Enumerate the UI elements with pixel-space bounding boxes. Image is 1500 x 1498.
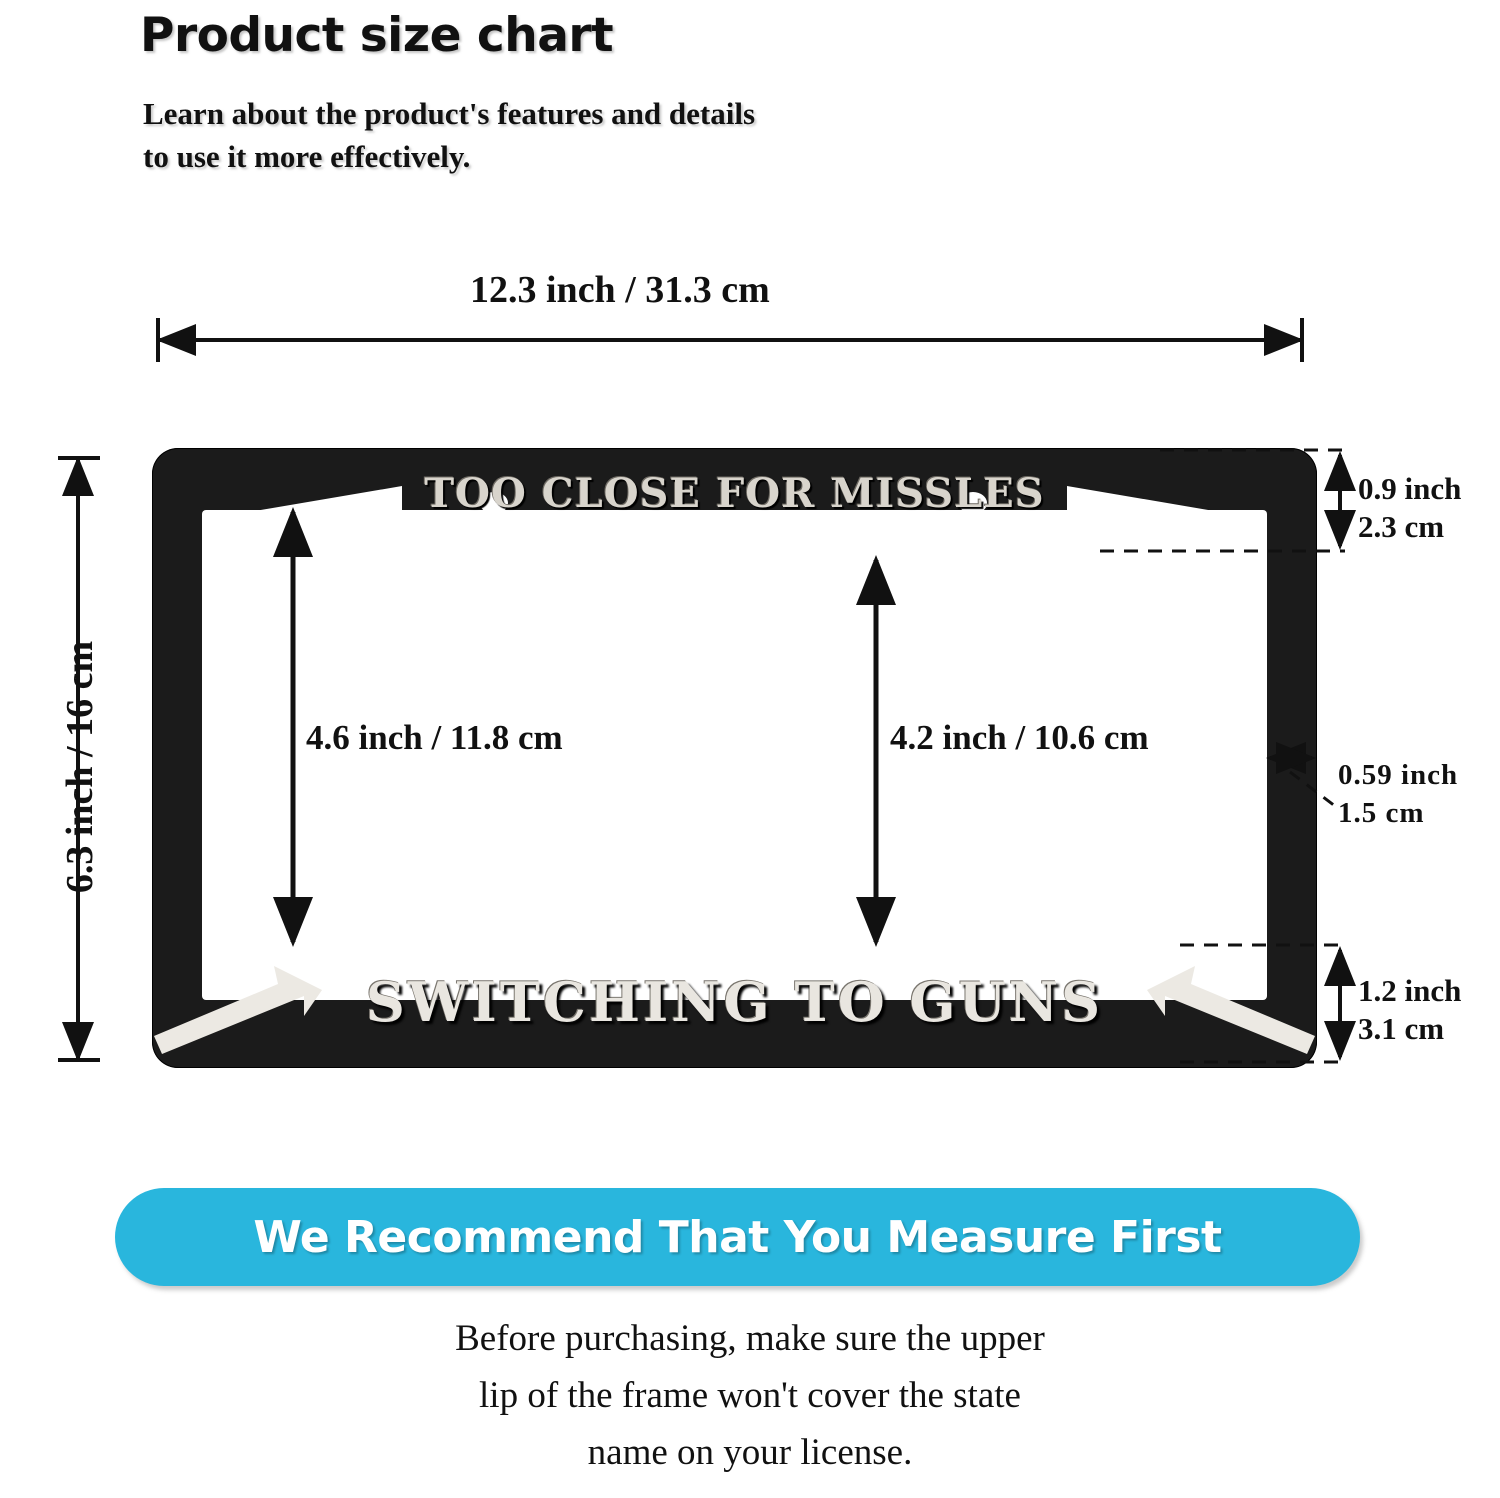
page-title: Product size chart — [140, 8, 614, 63]
subtitle-line-1: Learn about the product's features and details — [143, 96, 756, 131]
side-rail-cm: 1.5 cm — [1338, 797, 1425, 829]
plate-bottom-text: SWITCHING TO GUNS — [365, 970, 1104, 1034]
inner-height-left-label: 4.6 inch / 11.8 cm — [306, 718, 563, 757]
bottom-bar-label — [1358, 972, 1461, 1048]
bottom-bar-inch: 1.2 inch — [1358, 973, 1462, 1008]
footnote-line-1: Before purchasing, make sure the upper — [455, 1318, 1045, 1359]
top-lip-cm: 2.3 cm — [1358, 509, 1445, 544]
top-lip-label — [1358, 470, 1461, 546]
recommendation-banner — [115, 1188, 1360, 1286]
side-rail-label — [1338, 756, 1458, 832]
overall-width-label: 12.3 inch / 31.3 cm — [470, 269, 770, 311]
top-lip-inch: 0.9 inch — [1358, 471, 1462, 506]
page-subtitle — [143, 92, 755, 178]
footnote-line-2: lip of the frame won't cover the state — [479, 1375, 1021, 1416]
subtitle-line-2: to use it more effectively. — [143, 139, 471, 174]
overall-height-label: 6.3 inch / 16 cm — [59, 640, 101, 894]
inner-height-right-label: 4.2 inch / 10.6 cm — [890, 718, 1149, 757]
plate-top-text: TOO CLOSE FOR MISSLES — [424, 470, 1045, 517]
bottom-bar-cm: 3.1 cm — [1358, 1011, 1445, 1046]
license-plate-frame — [152, 448, 1317, 1068]
footnote — [0, 1310, 1500, 1481]
footnote-line-3: name on your license. — [587, 1432, 913, 1473]
side-rail-inch: 0.59 inch — [1338, 759, 1459, 791]
recommendation-banner-text: We Recommend That You Measure First — [253, 1211, 1222, 1263]
